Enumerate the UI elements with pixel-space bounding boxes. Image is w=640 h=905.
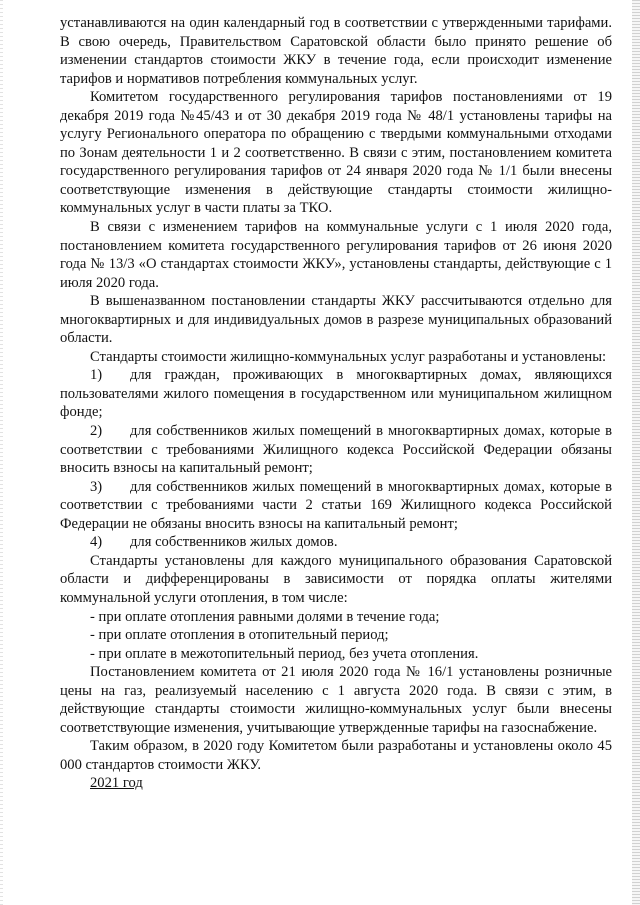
- list-text: для собственников жилых домов.: [130, 534, 338, 551]
- paragraph-5: Стандарты стоимости жилищно-коммунальных услуг разработаны и установлены:: [90, 348, 607, 365]
- list-number: 3): [90, 478, 103, 495]
- list-item-2: [60, 422, 612, 478]
- list-item-1: [60, 366, 612, 422]
- paragraph-standards-differentiated: Стандарты установлены для каждого муниципального образования Саратовской области и дифференцированы в зависимости от порядка оплаты жителями коммунальной услуги отопления, в том числе:: [60, 552, 612, 606]
- list-text: для граждан, проживающих в многоквартирных домах, являющихся пользователями жилого помещения в государственном или муниципальном жилищном фонде;: [60, 367, 612, 421]
- list-number: 4): [90, 534, 103, 551]
- list-number: 1): [90, 367, 103, 384]
- paragraph-4: В вышеназванном постановлении стандарты ЖКУ рассчитываются отдельно для многоквартирных и для индивидуальных домов в разрезе муниципальных образований области.: [60, 293, 612, 347]
- list-number: 2): [90, 423, 103, 440]
- dash-item-3: - при оплате в межотопительный период, без учета отопления.: [90, 645, 479, 662]
- scan-edge-left: [0, 0, 3, 905]
- paragraph-summary: Таким образом, в 2020 году Комитетом были разработаны и установлены около 45 000 стандартов стоимости ЖКУ.: [60, 738, 612, 773]
- paragraph-gas-prices: Постановлением комитета от 21 июля 2020 года № 16/1 установлены розничные цены на газ, реализуемый населению с 1 августа 2020 года. В связи с этим, в действующие стандарты стоимости жилищно-коммунальных услуг были внесены соответствующие изменения, учитывающие утвержденные тарифы на газоснабжение.: [60, 664, 612, 736]
- document-page: [60, 14, 612, 793]
- list-item-3: [60, 478, 612, 534]
- list-text: для собственников жилых помещений в многоквартирных домах, которые в соответствии с требованиями части 2 статьи 169 Жилищного кодекса Российской Федерации не обязаны вносить взносы на капитальный ремонт;: [60, 478, 612, 532]
- dash-item-1: - при оплате отопления равными долями в течение года;: [90, 608, 440, 625]
- paragraph-3: В связи с изменением тарифов на коммунальные услуги с 1 июля 2020 года, постановлением комитета государственного регулирования тарифов от 26 июня 2020 года № 13/3 «О стандартах стоимости ЖКУ», установлены стандарты, действующие с 1 июля 2020 года.: [60, 219, 612, 291]
- paragraph-2: Комитетом государственного регулирования тарифов постановлениями от 19 декабря 2019 года №45/43 и от 30 декабря 2019 года № 48/1 установлены тарифы на услугу Регионального оператора по обращению с твердыми коммунальными отходами по Зонам деятельности 1 и 2 соответственно. В связи с этим, постановлением комитета государственного регулирования тарифов от 24 января 2020 года № 1/1 были внесены соответствующие изменения в действующие стандарты стоимости жилищно-коммунальных услуг в части платы за ТКО.: [60, 89, 612, 217]
- dash-item-2: - при оплате отопления в отопительный период;: [90, 627, 389, 644]
- section-heading-2021: [60, 774, 612, 793]
- scan-edge-right: [632, 0, 640, 905]
- paragraph-1: устанавливаются на один календарный год в соответствии с утвержденными тарифами. В свою очередь, Правительством Саратовской области было принято решение об изменении стандартов стоимости ЖКУ в течение года, если происходит изменение тарифов и нормативов потребления коммунальных услуг.: [60, 15, 612, 87]
- heading-2021-text: 2021 год: [90, 775, 143, 792]
- list-text: для собственников жилых помещений в многоквартирных домах, которые в соответствии с требованиями Жилищного кодекса Российской Федерации обязаны вносить взносы на капитальный ремонт;: [60, 423, 612, 477]
- list-item-4: [60, 533, 612, 552]
